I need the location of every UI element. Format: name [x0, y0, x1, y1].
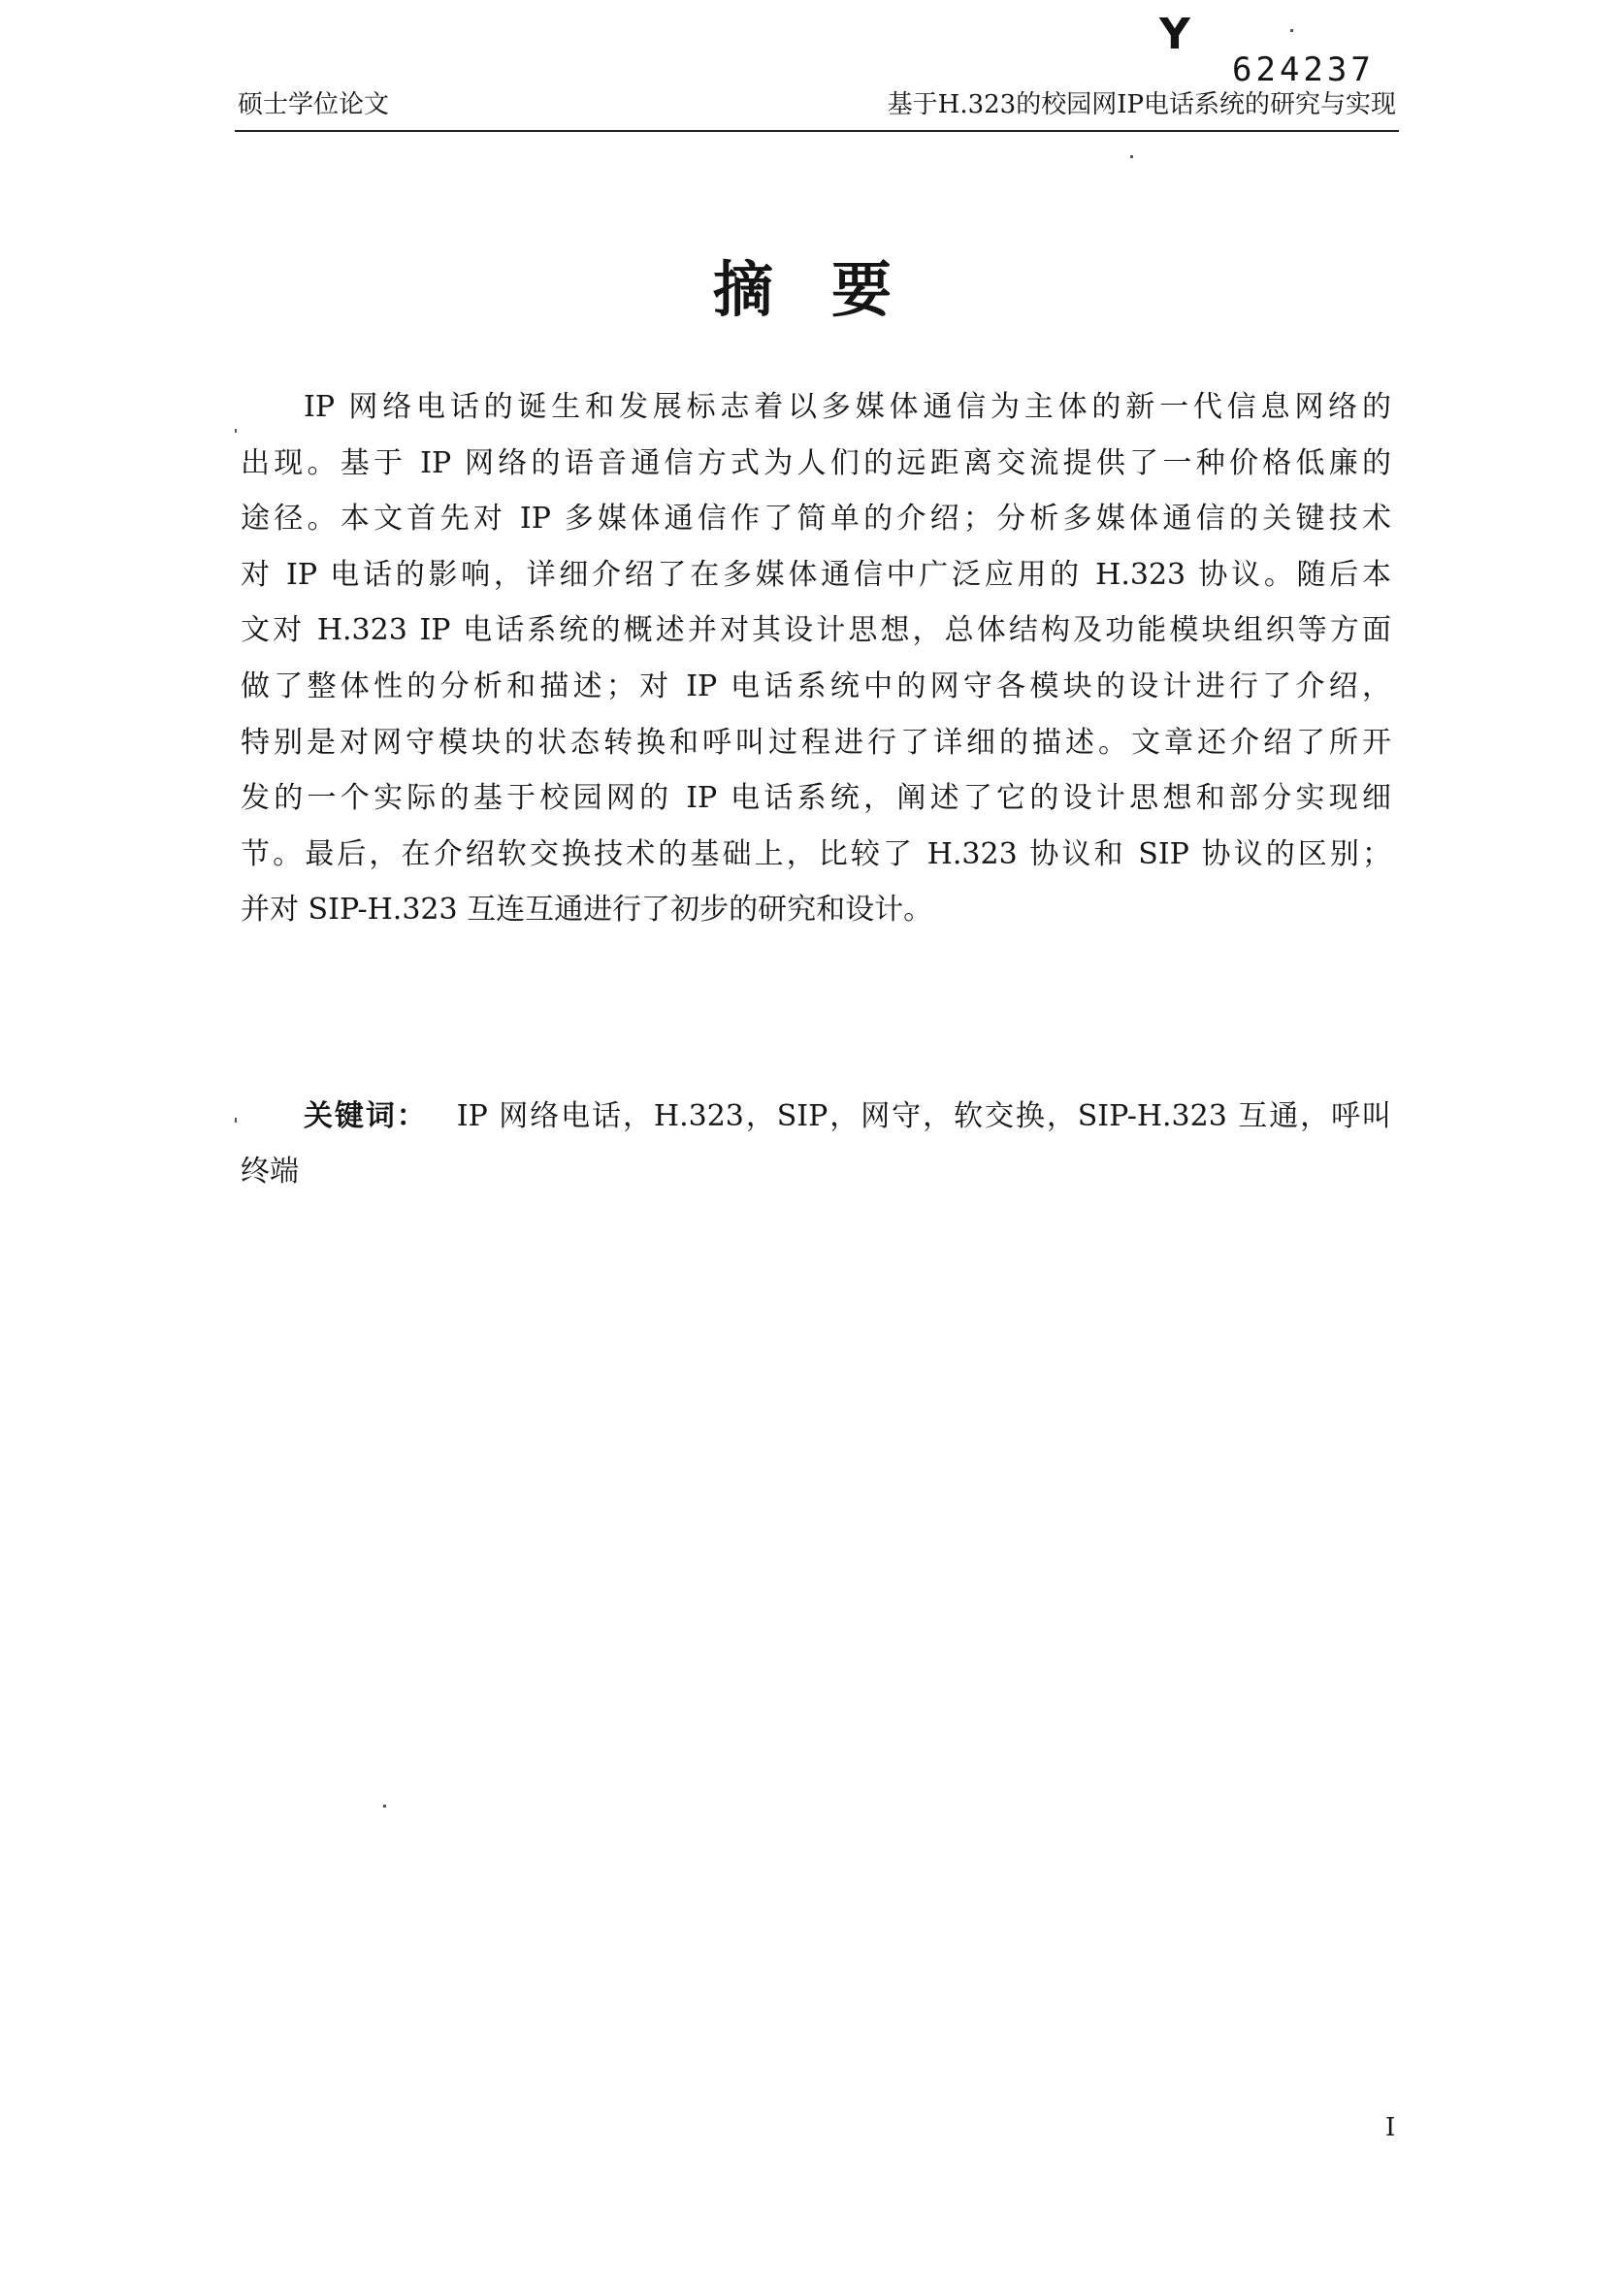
running-header-right: 基于H.323的校园网IP电话系统的研究与实现: [887, 90, 1396, 119]
abstract-line: 发的一个实际的基于校园网的 IP 电话系统，阐述了它的设计思想和部分实现细: [241, 781, 1391, 816]
scan-speck: [1290, 29, 1293, 32]
archive-stamp-letter: Y: [1159, 10, 1190, 59]
abstract-line: 文对 H.323 IP 电话系统的概述并对其设计思想，总体结构及功能模块组织等方面: [241, 613, 1391, 648]
archive-stamp-number: 624237: [1232, 50, 1375, 89]
keywords-block: [241, 1099, 1392, 1213]
abstract-line: 节。最后，在介绍软交换技术的基础上，比较了 H.323 协议和 SIP 协议的区别；: [241, 836, 1391, 871]
abstract-line: 并对 SIP-H.323 互连互通进行了初步的研究和设计。: [241, 893, 933, 928]
abstract-line: 途径。本文首先对 IP 多媒体通信作了简单的介绍；分析多媒体通信的关键技术: [241, 502, 1391, 537]
scan-speck: [383, 1805, 386, 1808]
abstract-line: 特别是对网守模块的状态转换和呼叫过程进行了详细的描述。文章还介绍了所开: [241, 725, 1391, 760]
keywords-continuation: 终端: [241, 1155, 299, 1189]
scan-speck: [235, 429, 237, 433]
page-number: I: [1385, 2113, 1396, 2142]
header-rule: [235, 130, 1399, 132]
abstract-line: IP 网络电话的诞生和发展标志着以多媒体通信为主体的新一代信息网络的: [304, 390, 1391, 424]
abstract-line: 出现。基于 IP 网络的语音通信方式为人们的远距离交流提供了一种价格低廉的: [241, 445, 1391, 480]
running-header-left: 硕士学位论文: [238, 90, 390, 119]
keywords-line: [241, 1099, 1392, 1133]
scan-speck: [1130, 155, 1133, 158]
keywords-label: 关键词：: [304, 1099, 428, 1133]
scan-speck: [235, 1118, 237, 1123]
abstract-line: 对 IP 电话的影响，详细介绍了在多媒体通信中广泛应用的 H.323 协议。随后本: [241, 557, 1391, 592]
keywords-list: IP 网络电话，H.323，SIP，网守，软交换，SIP-H.323 互通，呼叫: [456, 1099, 1392, 1133]
section-title: 摘要: [712, 254, 950, 325]
abstract-body: [241, 390, 1391, 952]
abstract-line: 做了整体性的分析和描述；对 IP 电话系统中的网守各模块的设计进行了介绍，: [241, 668, 1391, 703]
